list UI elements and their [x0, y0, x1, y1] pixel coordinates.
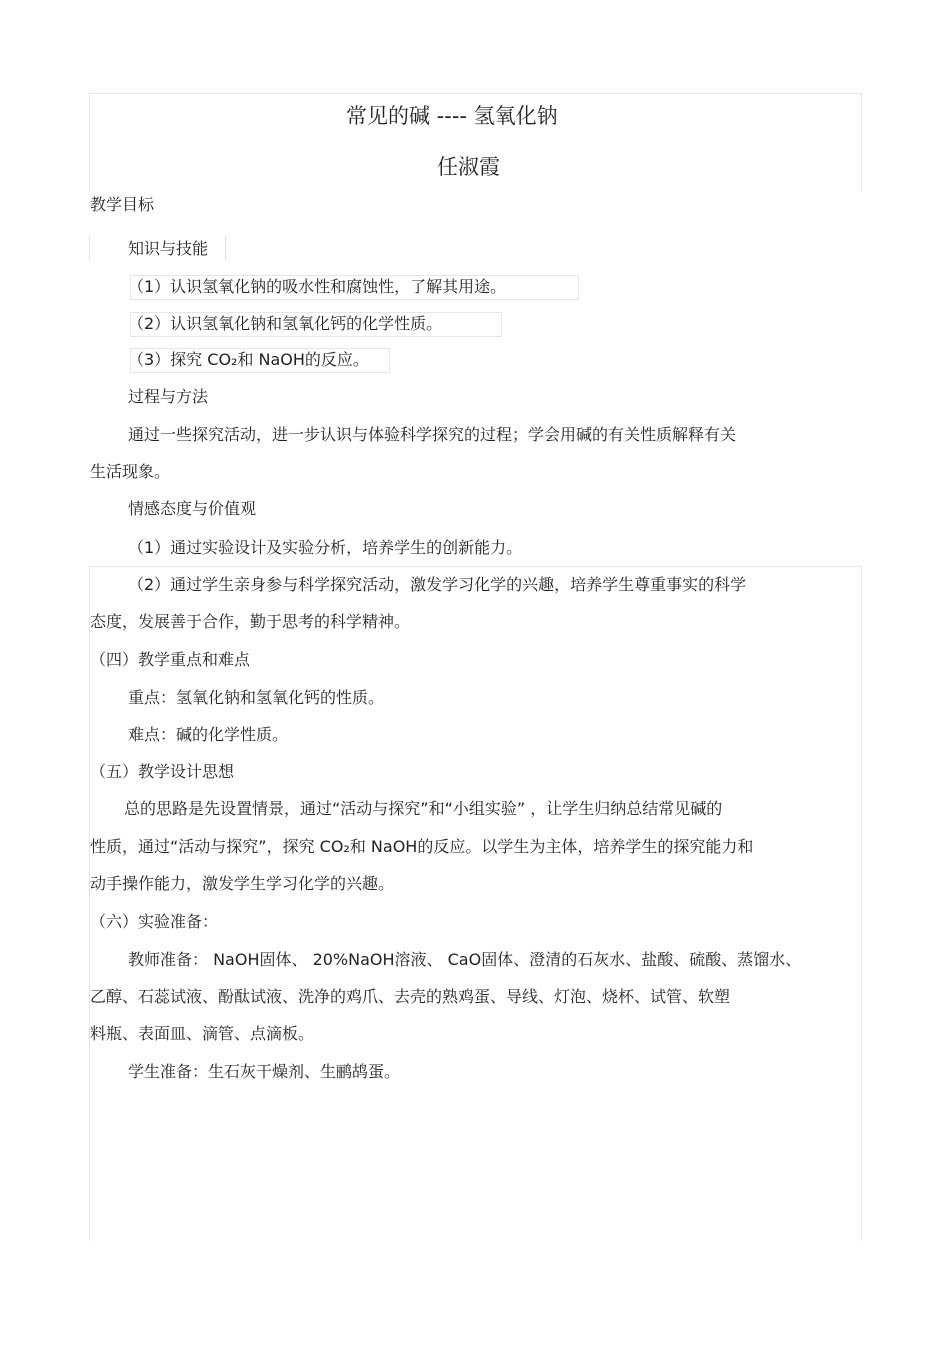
process-text-2: 生活现象。: [90, 462, 171, 481]
emotion-heading: 情感态度与价值观: [128, 499, 257, 518]
design-heading: （五）教学设计思想: [90, 762, 235, 781]
teacher-prep-3: 料瓶、表面皿、滴管、点滴板。: [90, 1024, 315, 1043]
emotion-item-2a: （2）通过学生亲身参与科学探究活动，激发学习化学的兴趣，培养学生尊重事实的科学: [128, 575, 747, 594]
emotion-item-1: （1）通过实验设计及实验分析，培养学生的创新能力。: [128, 538, 523, 557]
emotion-item-2b: 态度，发展善于合作，勤于思考的科学精神。: [90, 612, 411, 631]
knowledge-item-2: （2）认识氢氧化钠和氢氧化钙的化学性质。: [128, 314, 443, 333]
process-text-1: 通过一些探究活动，进一步认识与体验科学探究的过程；学会用碱的有关性质解释有关: [128, 425, 737, 444]
prep-heading: （六）实验准备：: [90, 912, 219, 931]
process-heading: 过程与方法: [128, 387, 209, 406]
difficult-point: 难点：碱的化学性质。: [128, 725, 289, 744]
knowledge-item-3: （3）探究 CO₂和 NaOH的反应。: [128, 350, 369, 369]
key-point: 重点：氢氧化钠和氢氧化钙的性质。: [128, 688, 385, 707]
design-text-1: 总的思路是先设置情景，通过“活动与探究”和“小组实验” ，让学生归纳总结常见碱的: [124, 799, 723, 818]
page-title: 常见的碱 ---- 氢氧化钠: [346, 104, 558, 128]
teacher-prep-2: 乙醇、石蕊试液、酚酞试液、洗净的鸡爪、去壳的熟鸡蛋、导线、灯泡、烧杯、试管、软塑: [90, 987, 731, 1006]
design-text-2: 性质，通过“活动与探究”，探究 CO₂和 NaOH的反应。以学生为主体，培养学生的探究能力和: [90, 837, 754, 856]
design-text-3: 动手操作能力，激发学生学习化学的兴趣。: [90, 874, 395, 893]
knowledge-item-1: （1）认识氢氧化钠的吸水性和腐蚀性，了解其用途。: [128, 277, 507, 296]
key-heading: （四）教学重点和难点: [90, 650, 251, 669]
goals-heading: 教学目标: [90, 195, 155, 214]
student-prep: 学生准备：生石灰干燥剂、生鹂鸪蛋。: [128, 1062, 401, 1081]
author-name: 任淑霞: [437, 155, 500, 179]
teacher-prep-1: 教师准备： NaOH固体、 20%NaOH溶液、 CaO固体、澄清的石灰水、盐酸、硫酸、蒸馏水、: [128, 950, 802, 969]
knowledge-heading: 知识与技能: [128, 239, 209, 258]
